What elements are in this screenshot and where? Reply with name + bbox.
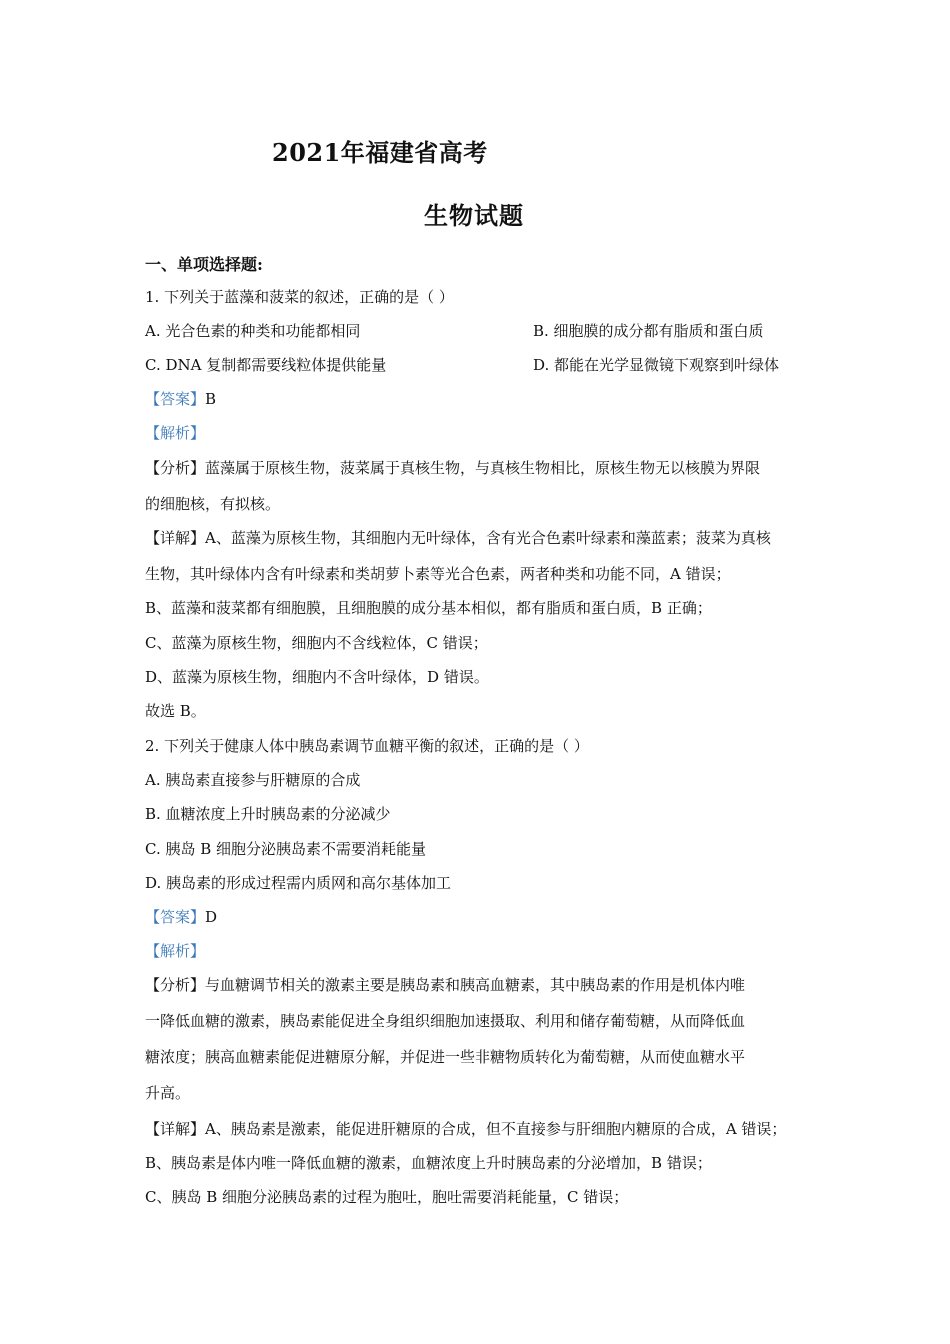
q2-answer-value: D: [205, 908, 218, 926]
q1-option-a: A. 光合色素的种类和功能都相同: [145, 322, 361, 340]
q1-xiangjie-line-3: B、蓝藻和菠菜都有细胞膜，且细胞膜的成分基本相似，都有脂质和蛋白质，B 正确；: [145, 599, 712, 617]
q1-answer-value: B: [205, 390, 217, 408]
q2-fenxi-line-4: 升高。: [145, 1084, 191, 1102]
q1-xiangjie-line-1: 【详解】A、蓝藻为原核生物，其细胞内无叶绿体，含有光合色素叶绿素和藻蓝素；菠菜为真核: [145, 529, 771, 547]
q2-xiangjie-line-2: B、胰岛素是体内唯一降低血糖的激素，血糖浓度上升时胰岛素的分泌增加，B 错误；: [145, 1154, 712, 1172]
q2-xiangjie-line-1: 【详解】A、胰岛素是激素，能促进肝糖原的合成，但不直接参与肝细胞内糖原的合成，A 错误；: [145, 1120, 787, 1138]
q2-fenxi-line-2: 一降低血糖的激素，胰岛素能促进全身组织细胞加速摄取、利用和储存葡萄糖，从而降低血: [145, 1012, 746, 1030]
q2-option-d: D. 胰岛素的形成过程需内质网和高尔基体加工: [145, 874, 452, 892]
q1-answer-tag: 【答案】: [145, 390, 206, 408]
q2-xiangjie-line-3: C、胰岛 B 细胞分泌胰岛素的过程为胞吐，胞吐需要消耗能量，C 错误；: [145, 1188, 629, 1206]
q2-fenxi-line-1: 【分析】与血糖调节相关的激素主要是胰岛素和胰高血糖素，其中胰岛素的作用是机体内唯: [145, 976, 746, 994]
document-subtitle: 生物试题: [424, 201, 524, 230]
q1-xiangjie-line-4: C、蓝藻为原核生物，细胞内不含线粒体，C 错误；: [145, 634, 488, 652]
q2-fenxi-line-3: 糖浓度；胰高血糖素能促进糖原分解，并促进一些非糖物质转化为葡萄糖，从而使血糖水平: [145, 1048, 746, 1066]
q1-xiangjie-line-2: 生物，其叶绿体内含有叶绿素和类胡萝卜素等光合色素，两者种类和功能不同，A 错误；: [145, 565, 731, 583]
q2-option-c: C. 胰岛 B 细胞分泌胰岛素不需要消耗能量: [145, 840, 427, 858]
q1-stem: 1. 下列关于蓝藻和菠菜的叙述，正确的是（ ）: [145, 288, 454, 306]
q1-fenxi-line-2: 的细胞核，有拟核。: [145, 495, 281, 513]
q2-option-a: A. 胰岛素直接参与肝糖原的合成: [145, 771, 361, 789]
q1-answer: [145, 389, 216, 409]
q1-option-d: D. 都能在光学显微镜下观察到叶绿体: [533, 356, 780, 374]
q2-analysis-tag: 【解析】: [145, 942, 206, 960]
q1-analysis-tag: 【解析】: [145, 424, 206, 442]
document-title: 2021年福建省高考: [272, 138, 488, 167]
q2-answer-tag: 【答案】: [145, 908, 206, 926]
q1-option-c: C. DNA 复制都需要线粒体提供能量: [145, 356, 387, 374]
q2-answer: [145, 907, 217, 927]
q2-stem: 2. 下列关于健康人体中胰岛素调节血糖平衡的叙述，正确的是（ ）: [145, 737, 589, 755]
section-heading: 一、单项选择题:: [145, 255, 263, 274]
q1-fenxi-line-1: 【分析】蓝藻属于原核生物，菠菜属于真核生物，与真核生物相比，原核生物无以核膜为界限: [145, 459, 761, 477]
q1-xiangjie-line-5: D、蓝藻为原核生物，细胞内不含叶绿体，D 错误。: [145, 668, 489, 686]
q1-conclusion: 故选 B。: [145, 702, 206, 720]
q2-option-b: B. 血糖浓度上升时胰岛素的分泌减少: [145, 805, 391, 823]
q1-option-b: B. 细胞膜的成分都有脂质和蛋白质: [533, 322, 764, 340]
